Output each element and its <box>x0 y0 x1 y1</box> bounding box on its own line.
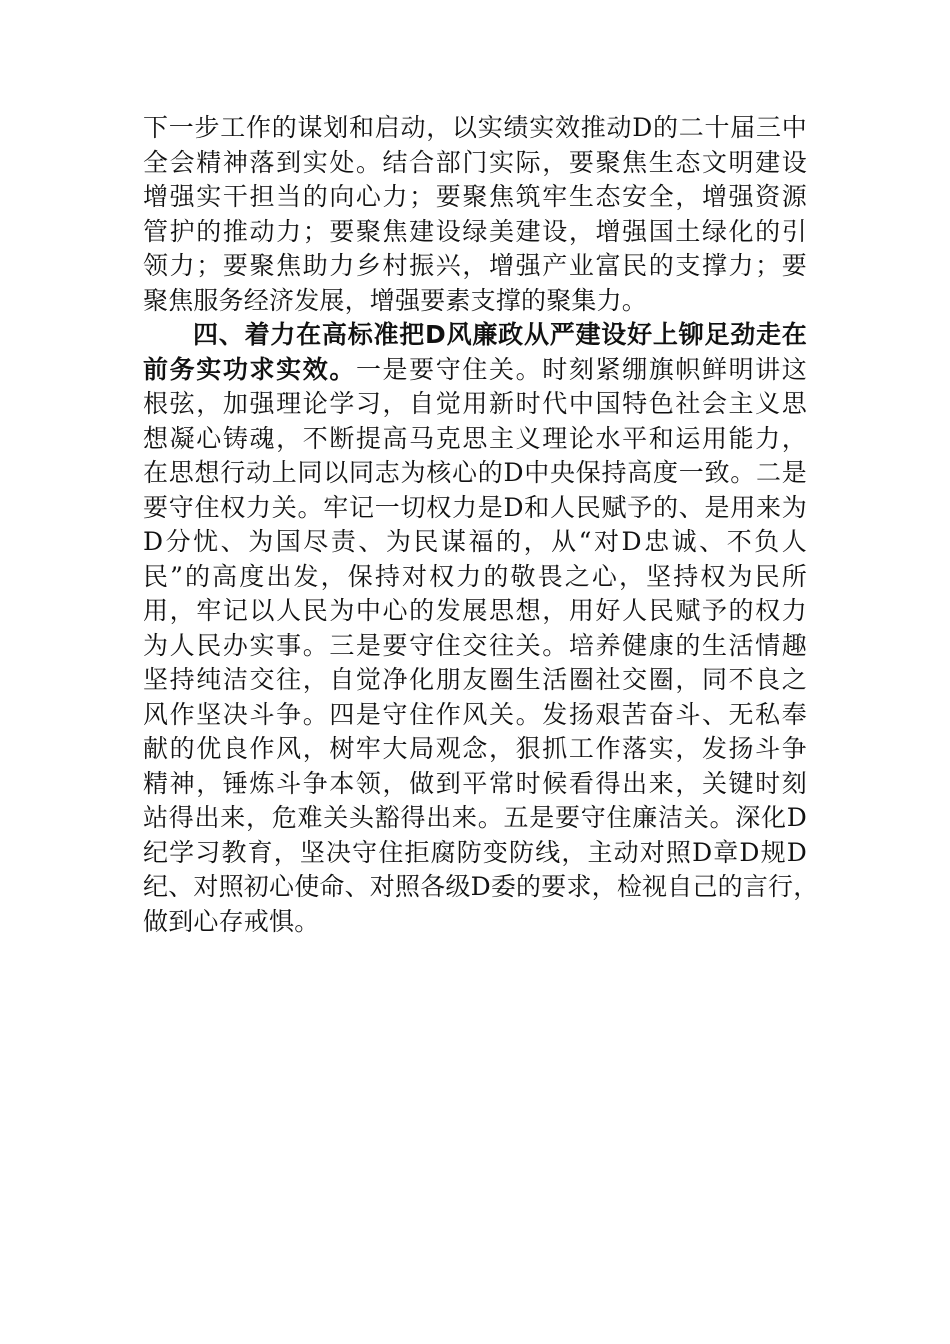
paragraph-1 <box>143 111 807 318</box>
text-line: 纪学习教育，坚决守住拒腐防变防线，主动对照D章D规D <box>143 837 807 867</box>
text-line: 管护的推动力；要聚焦建设绿美建设，增强国土绿化的引 <box>143 216 807 246</box>
text-line: 风作坚决斗争。四是守住作风关。发扬艰苦奋斗、无私奉 <box>143 699 807 729</box>
text-line: 用，牢记以人民为中心的发展思想，用好人民赋予的权力 <box>143 596 807 625</box>
text-line: 下一步工作的谋划和启动，以实绩实效推动D的二十届三中 <box>143 113 807 142</box>
text-line: 要守住权力关。牢记一切权力是D和人民赋予的、是用来为 <box>143 492 807 522</box>
text-line: 纪、对照初心使命、对照各级D委的要求，检视自己的言行， <box>143 872 819 901</box>
section-heading: 四、着力在高标准把D风廉政从严建设好上铆足劲走在 <box>193 320 807 349</box>
section-heading-end: 前务实功求实效。 <box>143 354 356 384</box>
text-line: 为人民办实事。三是要守住交往关。培养健康的生活情趣 <box>143 630 807 660</box>
text-line: 想凝心铸魂，不断提高马克思主义理论水平和运用能力， <box>143 423 807 453</box>
text-line: 精神，锤炼斗争本领，做到平常时候看得出来，关键时刻 <box>143 768 807 798</box>
text-line: 领力；要聚焦助力乡村振兴，增强产业富民的支撑力；要 <box>143 251 807 280</box>
text-line: 全会精神落到实处。结合部门实际，要聚焦生态文明建设 <box>143 147 807 177</box>
text-line: 坚持纯洁交往，自觉净化朋友圈生活圈社交圈，同不良之 <box>143 665 807 694</box>
text-line: 根弦，加强理论学习，自觉用新时代中国特色社会主义思 <box>143 389 807 418</box>
text-line: 增强实干担当的向心力；要聚焦筑牢生态安全，增强资源 <box>143 182 807 211</box>
paragraph-2 <box>143 318 819 939</box>
text-line: 献的优良作风，树牢大局观念，狠抓工作落实，发扬斗争 <box>143 734 807 763</box>
text-line: 做到心存戒惧。 <box>143 906 320 936</box>
text-line: D分忧、为国尽责、为民谋福的，从“对D忠诚、不负人 <box>143 527 807 556</box>
document-body <box>143 111 819 939</box>
text-line: 聚焦服务经济发展，增强要素支撑的聚集力。 <box>143 285 648 315</box>
text-line: 民”的高度出发，保持对权力的敬畏之心，坚持权为民所 <box>143 561 807 591</box>
text-line: 站得出来，危难关头豁得出来。五是要守住廉洁关。深化D <box>143 803 807 832</box>
text-line: 在思想行动上同以同志为核心的D中央保持高度一致。二是 <box>143 458 807 487</box>
text-span: 一是要守住关。时刻紧绷旗帜鲜明讲这 <box>355 354 807 384</box>
text-line <box>143 353 807 388</box>
